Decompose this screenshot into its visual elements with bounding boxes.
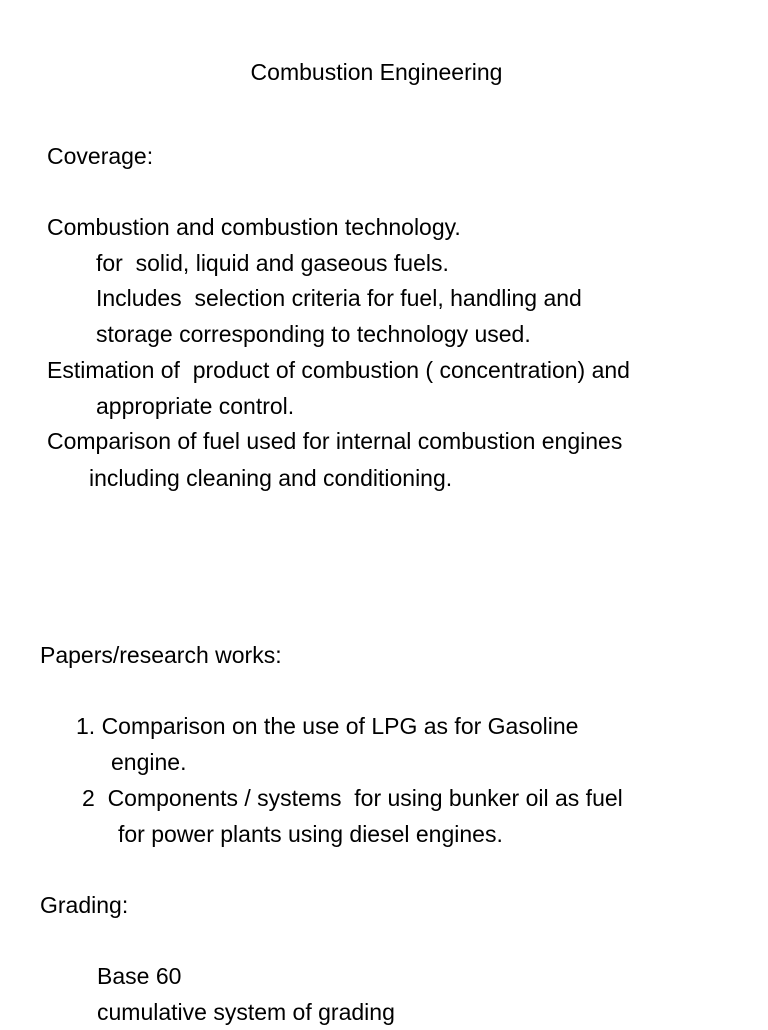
coverage-line: Estimation of product of combustion ( concentration) and xyxy=(47,357,630,383)
grading-heading: Grading: xyxy=(40,892,129,918)
coverage-line: Combustion and combustion technology. xyxy=(47,214,461,240)
papers-list-item-continued: engine. xyxy=(111,749,187,775)
papers-list-item-continued: for power plants using diesel engines. xyxy=(118,821,503,847)
coverage-line: Comparison of fuel used for internal combustion engines xyxy=(47,428,623,454)
coverage-heading: Coverage: xyxy=(47,143,154,169)
papers-list-item: 2 Components / systems for using bunker oil as fuel xyxy=(82,785,623,811)
page-title: Combustion Engineering xyxy=(250,59,503,85)
coverage-line: for solid, liquid and gaseous fuels. xyxy=(96,250,449,276)
coverage-line: including cleaning and conditioning. xyxy=(89,465,453,491)
grading-line: cumulative system of grading xyxy=(97,999,395,1025)
coverage-line: storage corresponding to technology used. xyxy=(96,321,531,347)
coverage-line: Includes selection criteria for fuel, handling and xyxy=(96,285,582,311)
papers-list-item: 1. Comparison on the use of LPG as for Gasoline xyxy=(76,713,579,739)
coverage-line: appropriate control. xyxy=(96,393,295,419)
grading-line: Base 60 xyxy=(97,963,182,989)
papers-heading: Papers/research works: xyxy=(40,642,282,668)
